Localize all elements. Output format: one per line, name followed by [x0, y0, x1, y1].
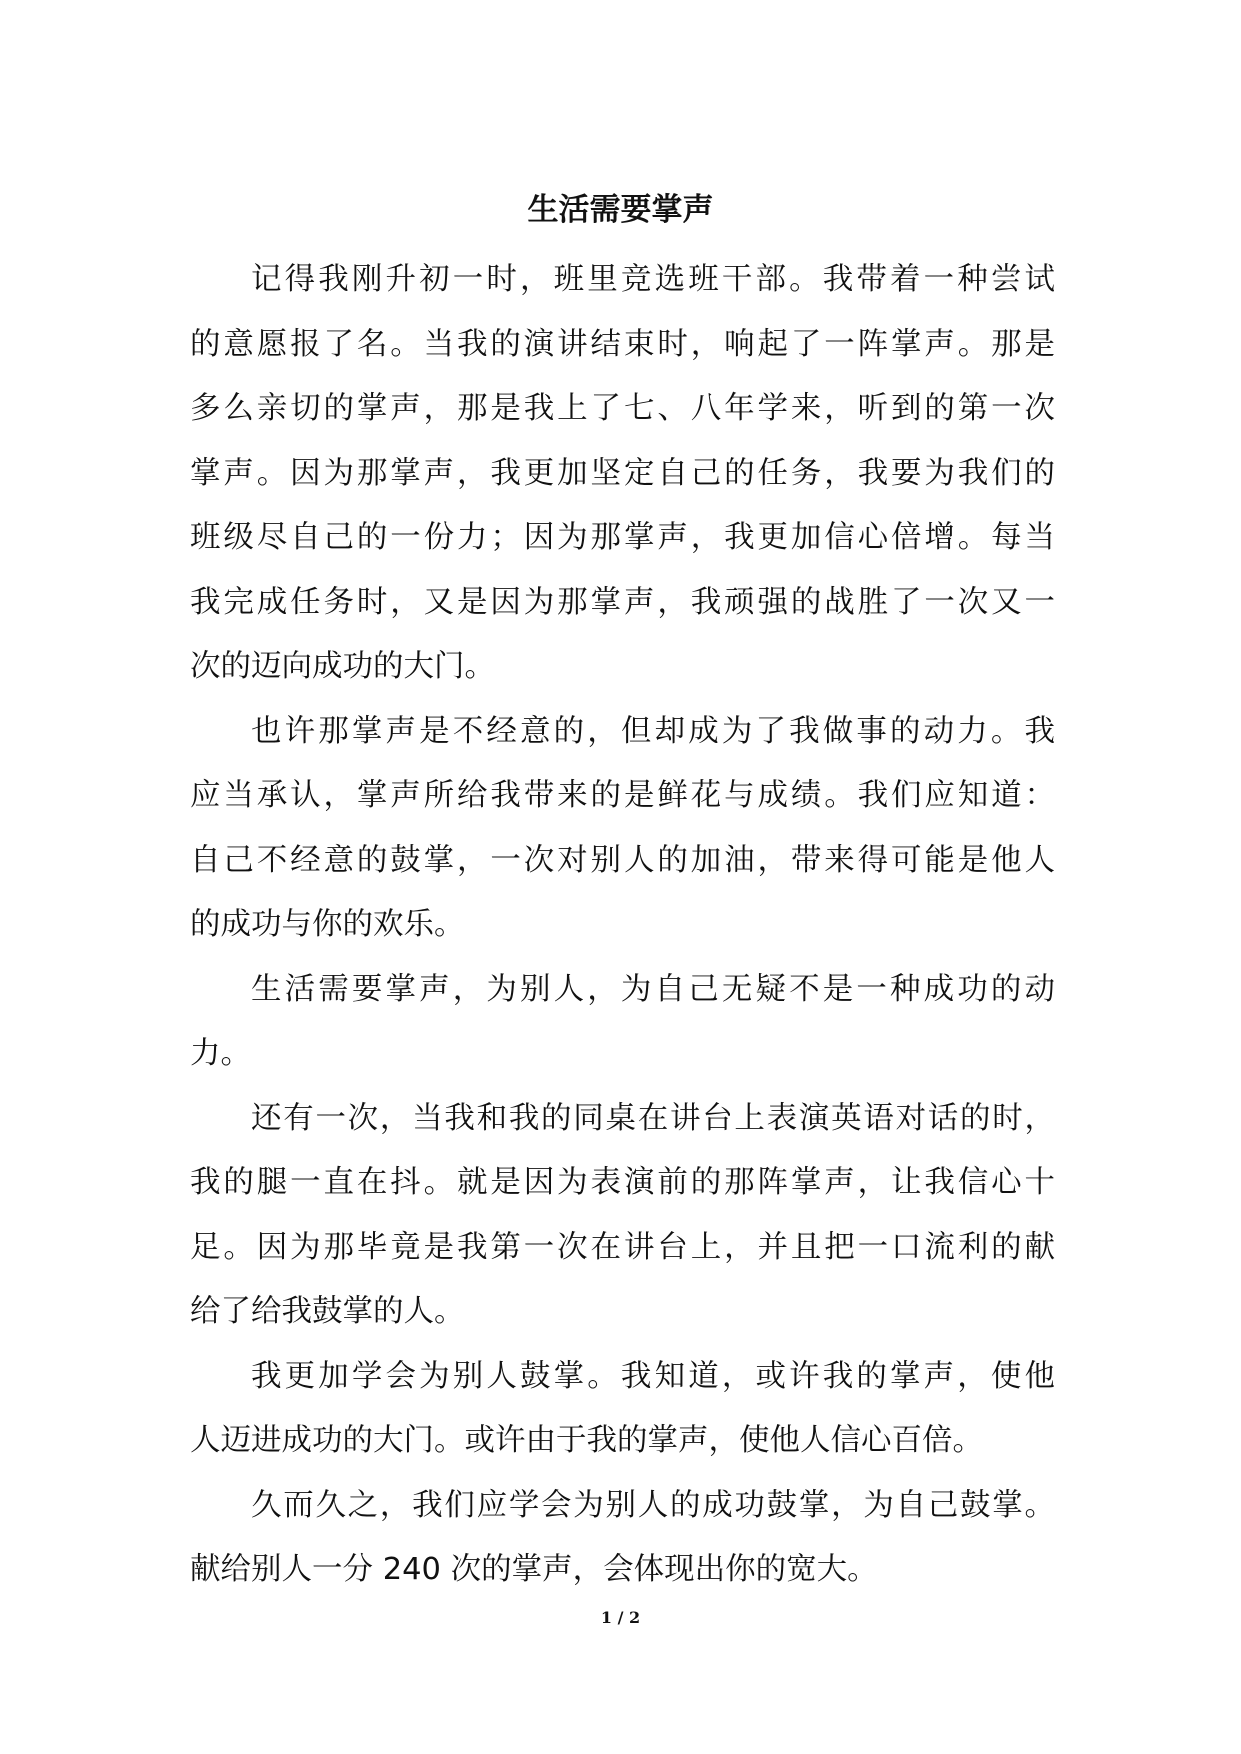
text-line: 记得我刚升初一时，班里竞选班干部。我带着一种尝试 — [251, 262, 1055, 297]
paragraph-1 — [190, 248, 1055, 700]
text-line: 献给别人一分 240 次的掌声，会体现出你的宽大。 — [190, 1552, 878, 1587]
text-line: 给了给我鼓掌的人。 — [190, 1294, 465, 1329]
text-line: 久而久之，我们应学会为别人的成功鼓掌，为自己鼓掌。 — [251, 1487, 1055, 1523]
paragraph-2 — [190, 700, 1055, 958]
paragraph-3 — [190, 958, 1055, 1087]
document-body — [190, 248, 1055, 1603]
text-line: 的成功与你的欢乐。 — [190, 907, 465, 942]
paragraph-6 — [190, 1474, 1055, 1603]
text-line: 班级尽自己的一份力；因为那掌声，我更加信心倍增。每当 — [190, 520, 1055, 555]
text-line: 力。 — [190, 1036, 251, 1071]
text-line: 自己不经意的鼓掌，一次对别人的加油，带来得可能是他人 — [190, 842, 1055, 878]
paragraph-5 — [190, 1345, 1055, 1474]
text-line: 的意愿报了名。当我的演讲结束时，响起了一阵掌声。那是 — [190, 326, 1055, 362]
text-line: 生活需要掌声，为别人，为自己无疑不是一种成功的动 — [251, 971, 1055, 1007]
text-line: 我的腿一直在抖。就是因为表演前的那阵掌声，让我信心十 — [190, 1165, 1055, 1200]
page-number: 1 / 2 — [600, 1608, 641, 1627]
text-line: 应当承认，掌声所给我带来的是鲜花与成绩。我们应知道： — [190, 778, 1055, 813]
text-line: 我完成任务时，又是因为那掌声，我顽强的战胜了一次又一 — [190, 584, 1055, 620]
text-line: 次的迈向成功的大门。 — [190, 649, 495, 684]
paragraph-4 — [190, 1087, 1055, 1345]
text-line: 足。因为那毕竟是我第一次在讲台上，并且把一口流利的献 — [190, 1229, 1055, 1265]
text-line: 也许那掌声是不经意的，但却成为了我做事的动力。我 — [251, 713, 1055, 749]
text-line: 掌声。因为那掌声，我更加坚定自己的任务，我要为我们的 — [190, 455, 1055, 491]
document-title: 生活需要掌声 — [527, 192, 714, 228]
text-line: 我更加学会为别人鼓掌。我知道，或许我的掌声，使他 — [251, 1358, 1055, 1394]
text-line: 人迈进成功的大门。或许由于我的掌声，使他人信心百倍。 — [190, 1423, 983, 1458]
text-line: 多么亲切的掌声，那是我上了七、八年学来，听到的第一次 — [190, 391, 1055, 426]
text-line: 还有一次，当我和我的同桌在讲台上表演英语对话的时， — [251, 1100, 1055, 1136]
